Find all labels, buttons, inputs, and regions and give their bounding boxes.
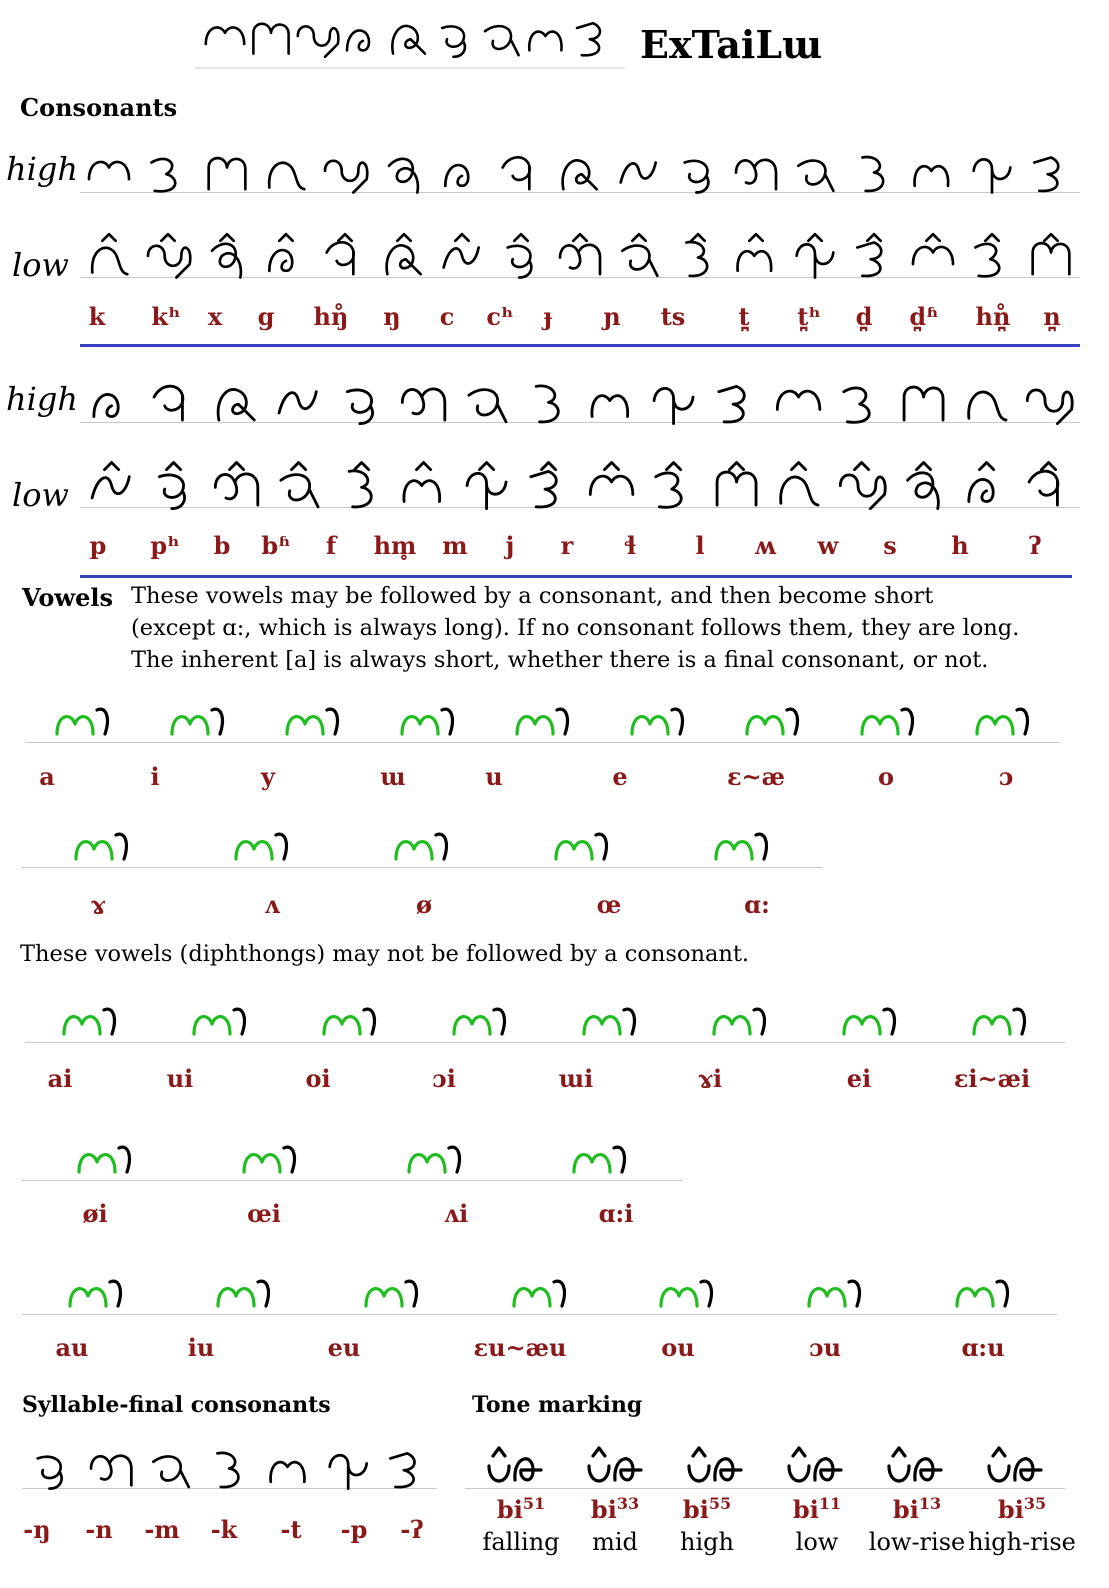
tone-syllable-base: bi	[892, 1495, 919, 1524]
romanization-label: l	[695, 531, 705, 560]
tone-syllable	[998, 1494, 1046, 1524]
script-glyph	[496, 225, 546, 295]
tone-gloss: falling	[482, 1528, 560, 1556]
title-glyph	[529, 32, 561, 51]
tone-syllable-base: bi	[682, 1495, 709, 1524]
script-glyph	[437, 140, 487, 210]
script-glyph	[239, 1128, 301, 1198]
tone-number: 13	[918, 1494, 942, 1513]
romanization-label: ɔ	[998, 762, 1014, 791]
script-glyph	[614, 225, 664, 295]
script-glyph	[379, 225, 429, 295]
romanization-label: w	[817, 531, 839, 560]
script-glyph	[614, 140, 664, 210]
romanization-label: ɤi	[697, 1064, 723, 1093]
romanization-label: ts	[660, 302, 686, 331]
romanization-label: n̪	[1043, 302, 1061, 331]
tone-number: 11	[818, 1494, 842, 1513]
script-glyph	[897, 370, 950, 440]
romanization-label: -m	[144, 1515, 180, 1544]
script-glyph	[967, 140, 1017, 210]
script-glyph	[1026, 140, 1076, 210]
script-glyph	[202, 140, 252, 210]
romanization-label: ʌ	[264, 890, 280, 919]
script-glyph	[52, 690, 114, 760]
romanization-label: i	[150, 762, 160, 791]
script-glyph	[84, 140, 134, 210]
script-glyph	[555, 140, 605, 210]
script-glyph	[282, 690, 344, 760]
tone-syllable-base: bi	[590, 1495, 617, 1524]
script-glyph	[673, 140, 723, 210]
romanization-label: -ʔ	[400, 1515, 424, 1544]
romanization-label: hm̥	[373, 531, 417, 560]
script-glyph	[397, 455, 450, 525]
romanization-label: r	[560, 531, 574, 560]
section-divider-1	[80, 344, 1080, 347]
script-glyph	[1022, 370, 1075, 440]
row-label-low-1: low	[12, 246, 69, 284]
script-glyph	[391, 815, 453, 885]
title-script-glyphs	[195, 18, 625, 76]
vowel-glyphs-row-5	[22, 1262, 1057, 1332]
romanization-label: ai	[47, 1064, 73, 1093]
script-glyph	[85, 455, 138, 525]
script-glyph	[1022, 455, 1075, 525]
romanization-label: u	[485, 762, 503, 791]
script-glyph	[320, 140, 370, 210]
script-glyph	[85, 370, 138, 440]
romanization-label: ʍ	[754, 531, 776, 560]
romanization-label: ɛ~æ	[726, 762, 786, 791]
consonant-glyphs-low-2	[80, 455, 1080, 525]
romanization-label: b	[213, 531, 231, 560]
romanization-label: pʰ	[150, 531, 180, 560]
tone-gloss: low	[795, 1528, 839, 1556]
romanization-label: -p	[340, 1515, 368, 1544]
romanization-label: y	[261, 762, 275, 791]
script-glyph	[711, 815, 773, 885]
diphthong-note: These vowels (diphthongs) may not be followed by a consonant.	[20, 941, 750, 967]
script-glyph	[742, 690, 804, 760]
romanization-label: o	[877, 762, 895, 791]
script-glyph	[673, 225, 723, 295]
romanization-label: ʌi	[443, 1199, 469, 1228]
romanization-label: t̪	[738, 302, 750, 331]
row-label-high-1: high	[6, 150, 78, 188]
romanization-label: ɯi	[558, 1064, 594, 1093]
script-glyph	[804, 1262, 866, 1332]
tone-syllable	[497, 1494, 545, 1524]
title-glyph	[347, 30, 369, 50]
script-glyph	[143, 225, 193, 295]
script-glyph	[449, 990, 511, 1060]
vowel-glyphs-row-2	[22, 815, 822, 885]
romanization-label: ou	[661, 1333, 695, 1362]
vowel-glyphs-row-4	[22, 1128, 682, 1198]
title-glyph	[206, 27, 244, 44]
romanization-label: c	[439, 302, 455, 331]
script-glyph	[379, 140, 429, 210]
script-glyph	[835, 370, 888, 440]
tones-heading: Tone marking	[472, 1392, 643, 1418]
romanization-label: d̪ʱ	[909, 302, 939, 331]
romanization-label: ŋ	[383, 302, 401, 331]
romanization-label: ʔ	[1028, 531, 1042, 560]
script-glyph	[731, 225, 781, 295]
script-glyph	[849, 225, 899, 295]
script-glyph	[710, 370, 763, 440]
romanization-label: kʰ	[151, 302, 181, 331]
script-glyph	[509, 1262, 571, 1332]
script-glyph	[261, 225, 311, 295]
glyph-baseline	[465, 1488, 1065, 1489]
script-glyph	[143, 140, 193, 210]
vowels-intro-line-1: These vowels may be followed by a consonant, and then become short	[131, 583, 934, 609]
script-glyph	[835, 455, 888, 525]
script-glyph	[551, 815, 613, 885]
romanization-label: s	[883, 531, 897, 560]
romanization-label: øi	[82, 1199, 108, 1228]
script-glyph	[210, 370, 263, 440]
script-glyph	[74, 1128, 136, 1198]
script-glyph	[627, 690, 689, 760]
script-glyph	[460, 455, 513, 525]
title-glyph	[442, 26, 465, 56]
romanization-label: d̪	[855, 302, 873, 331]
romanization-label: e	[612, 762, 628, 791]
script-glyph	[59, 990, 121, 1060]
script-glyph	[585, 455, 638, 525]
tone-syllable-base: bi	[997, 1495, 1024, 1524]
romanization-label: -n	[85, 1515, 113, 1544]
script-glyph	[210, 455, 263, 525]
script-glyph	[857, 690, 919, 760]
script-glyph	[585, 370, 638, 440]
tone-number: 51	[522, 1494, 546, 1513]
script-glyph	[849, 140, 899, 210]
tone-gloss: low-rise	[868, 1528, 966, 1556]
script-glyph	[272, 370, 325, 440]
script-glyph	[512, 690, 574, 760]
script-glyph	[84, 225, 134, 295]
script-glyph	[167, 690, 229, 760]
romanization-label: ɤ	[90, 890, 106, 919]
script-glyph	[335, 455, 388, 525]
script-glyph	[647, 370, 700, 440]
vowel-glyphs-row-3	[25, 990, 1065, 1060]
page-title: ExTaiLɯ	[640, 22, 823, 67]
script-glyph	[335, 370, 388, 440]
section-divider-2	[80, 575, 1072, 578]
romanization-label: ɑ:u	[961, 1333, 1005, 1362]
script-glyph	[320, 225, 370, 295]
romanization-label: a	[39, 762, 55, 791]
script-glyph	[272, 455, 325, 525]
script-glyph	[189, 990, 251, 1060]
script-glyph	[647, 455, 700, 525]
script-glyph	[71, 815, 133, 885]
romanization-label: ɯ	[380, 762, 406, 791]
script-glyph	[656, 1262, 718, 1332]
romanization-label: f	[325, 531, 337, 560]
romanization-label: hn̪̊	[975, 302, 1011, 331]
script-glyph	[960, 370, 1013, 440]
script-glyph	[460, 370, 513, 440]
script-glyph	[397, 370, 450, 440]
consonant-glyphs-high-1	[80, 140, 1080, 210]
romanization-label: ɟ	[543, 302, 553, 331]
script-glyph	[972, 690, 1034, 760]
script-glyph	[65, 1262, 127, 1332]
romanization-label: eu	[327, 1333, 361, 1362]
romanization-label: bʱ	[261, 531, 291, 560]
script-glyph	[772, 370, 825, 440]
romanization-label: ɛu~æu	[473, 1333, 567, 1362]
title-glyph	[298, 26, 339, 56]
romanization-label: t̪ʰ	[797, 302, 821, 331]
romanization-label: ui	[166, 1064, 194, 1093]
title-glyph	[392, 26, 425, 54]
title-glyph	[485, 26, 519, 55]
romanization-label: -t	[280, 1515, 302, 1544]
romanization-label: iu	[187, 1333, 215, 1362]
romanization-label: g	[257, 302, 275, 331]
script-glyph	[261, 140, 311, 210]
vowel-glyphs-row-1	[25, 690, 1060, 760]
glyph-baseline	[25, 1042, 1065, 1043]
romanization-label: ɑ:i	[598, 1199, 634, 1228]
script-glyph	[839, 990, 901, 1060]
romanization-label: ɑ:	[744, 890, 770, 919]
romanization-label: h	[951, 531, 969, 560]
script-glyph	[437, 225, 487, 295]
tone-number: 33	[616, 1494, 640, 1513]
script-glyph	[960, 455, 1013, 525]
romanization-label: ɔi	[432, 1064, 456, 1093]
tone-gloss: mid	[592, 1528, 638, 1556]
romanization-label: hŋ̊	[313, 302, 349, 331]
script-glyph	[569, 1128, 631, 1198]
tone-syllable-base: bi	[496, 1495, 523, 1524]
vowels-heading: Vowels	[22, 583, 113, 612]
vowels-intro-line-3: The inherent [a] is always short, whether there is a final consonant, or not.	[131, 647, 989, 673]
vowels-intro	[131, 580, 1019, 676]
tone-gloss: high-rise	[968, 1528, 1076, 1556]
tone-number: 55	[708, 1494, 732, 1513]
script-glyph	[1026, 225, 1076, 295]
romanization-label: x	[207, 302, 223, 331]
title-glyph	[577, 23, 600, 55]
row-label-low-2: low	[12, 476, 69, 514]
romanization-label: ɔu	[808, 1333, 842, 1362]
tone-number: 35	[1023, 1494, 1047, 1513]
script-glyph	[710, 455, 763, 525]
script-glyph	[496, 140, 546, 210]
romanization-label: ei	[846, 1064, 872, 1093]
script-glyph	[969, 990, 1031, 1060]
romanization-label: œ	[596, 890, 622, 919]
script-glyph	[790, 225, 840, 295]
romanization-label: j	[505, 531, 515, 560]
script-glyph	[709, 990, 771, 1060]
romanization-label: au	[55, 1333, 89, 1362]
tone-syllable-base: bi	[792, 1495, 819, 1524]
script-glyph	[908, 140, 958, 210]
romanization-label: oi	[305, 1064, 331, 1093]
script-glyph	[147, 455, 200, 525]
script-glyph	[908, 225, 958, 295]
romanization-label: cʰ	[486, 302, 514, 331]
tone-syllable	[793, 1494, 841, 1524]
romanization-label: k	[88, 302, 106, 331]
title-glyph	[253, 24, 288, 54]
consonants-heading: Consonants	[20, 93, 178, 122]
romanization-label: -ŋ	[23, 1515, 51, 1544]
script-glyph	[522, 370, 575, 440]
romanization-label: œi	[247, 1199, 281, 1228]
consonant-glyphs-high-2	[80, 370, 1080, 440]
script-glyph	[897, 455, 950, 525]
script-glyph	[361, 1262, 423, 1332]
romanization-label: m	[442, 531, 468, 560]
romanization-label: -k	[210, 1515, 238, 1544]
tone-gloss: high	[680, 1528, 734, 1556]
script-glyph	[967, 225, 1017, 295]
script-glyph	[202, 225, 252, 295]
script-glyph	[731, 140, 781, 210]
consonant-glyphs-low-1	[80, 225, 1080, 295]
tone-labels	[0, 1494, 1109, 1564]
romanization-label: ɲ	[603, 302, 621, 331]
script-glyph	[231, 815, 293, 885]
script-glyph	[147, 370, 200, 440]
finals-heading: Syllable-final consonants	[22, 1392, 331, 1418]
script-glyph	[952, 1262, 1014, 1332]
script-glyph	[555, 225, 605, 295]
script-glyph	[772, 455, 825, 525]
script-glyph	[579, 990, 641, 1060]
script-glyph	[790, 140, 840, 210]
script-glyph	[319, 990, 381, 1060]
tone-syllable	[591, 1494, 639, 1524]
romanization-label: ø	[415, 890, 433, 919]
row-label-high-2: high	[6, 380, 78, 418]
vowels-intro-line-2: (except ɑ:, which is always long). If no consonant follows them, they are long.	[131, 615, 1020, 641]
script-glyph	[213, 1262, 275, 1332]
tone-syllable	[893, 1494, 941, 1524]
romanization-label: p	[89, 531, 107, 560]
romanization-label: ɬ	[623, 531, 637, 560]
script-glyph	[404, 1128, 466, 1198]
script-glyph	[397, 690, 459, 760]
romanization-label: ɛi~æi	[953, 1064, 1031, 1093]
script-glyph	[522, 455, 575, 525]
tone-syllable	[683, 1494, 731, 1524]
